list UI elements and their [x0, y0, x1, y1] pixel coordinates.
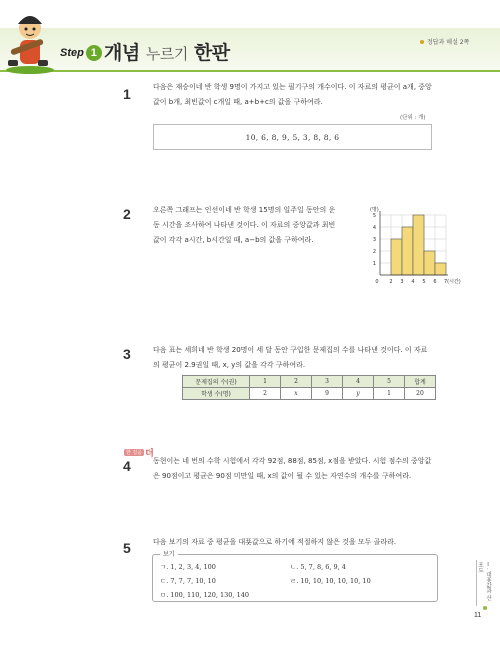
title-part2: 누르기	[145, 45, 188, 63]
page-title	[104, 38, 230, 65]
table-cell: 학생 수(명)	[183, 388, 250, 400]
histogram-bar	[413, 215, 424, 275]
y-tick-label: 4	[372, 225, 376, 231]
table-cell: 1	[374, 388, 405, 400]
challenge-tag-more: 더	[145, 449, 154, 459]
histogram-bar	[435, 263, 446, 275]
x-tick-label: 5	[422, 279, 426, 285]
question-1-text	[153, 80, 473, 110]
histogram-bar	[391, 239, 402, 275]
y-axis-label: (명)	[370, 207, 379, 213]
question-4-number: 4	[123, 458, 131, 474]
page-dot-icon	[483, 606, 487, 610]
bogi-item: ㄷ. 7, 7, 7, 10, 10	[160, 577, 216, 585]
step-number: 1	[86, 45, 102, 61]
table-cell: 9	[312, 388, 343, 400]
question-2-line3: 값이 각각 a시간, b시간일 때, a−b의 값을 구하여라.	[153, 236, 314, 244]
y-tick-label: 2	[372, 249, 376, 255]
y-tick-label: 1	[372, 261, 376, 267]
challenge-tag-box: 한 걸음	[126, 450, 143, 456]
question-5-number: 5	[123, 540, 131, 556]
answer-ref-text: 정답과 해설 2쪽	[427, 39, 470, 46]
question-2-text	[153, 203, 363, 248]
table-header-cell: 1	[250, 376, 281, 388]
table-cell: 2	[250, 388, 281, 400]
y-tick-label: 3	[372, 237, 376, 243]
mascot-illustration	[0, 4, 58, 74]
question-1-data: 10, 6, 8, 9, 5, 3, 8, 8, 6	[245, 132, 340, 142]
question-3-number: 3	[123, 346, 131, 362]
x-tick-label: 3	[400, 279, 404, 285]
bogi-item: ㄱ. 1, 2, 3, 4, 100	[160, 563, 216, 571]
question-3-table-wrap	[182, 375, 436, 400]
title-part1: 개념	[104, 42, 140, 64]
table-cell: 20	[405, 388, 436, 400]
table-header-cell: 합계	[405, 376, 436, 388]
chart-bars	[391, 215, 446, 275]
table-cell: x	[281, 388, 312, 400]
bullet-dot-icon	[420, 40, 424, 44]
step-badge	[60, 44, 102, 62]
question-1-data-box	[153, 124, 432, 150]
x-tick-label: 7(시간)	[444, 279, 461, 285]
bogi-item: ㅁ. 100, 110, 120, 130, 140	[160, 591, 249, 599]
title-part3: 한판	[193, 42, 230, 64]
bogi-label: 보기	[160, 549, 178, 558]
x-tick-label: 6	[433, 279, 437, 285]
y-tick-label: 5	[372, 213, 376, 219]
page-number: 11	[474, 612, 482, 619]
x-tick-label: 0	[375, 279, 379, 285]
frequency-table	[182, 375, 436, 400]
question-1-line2: 값이 b개, 최빈값이 c개일 때, a+b+c의 값을 구하여라.	[153, 98, 323, 106]
table-header-row	[183, 376, 436, 388]
bogi-item: ㄴ. 5, 7, 8, 6, 9, 4	[290, 563, 346, 571]
x-tick-label: 2	[389, 279, 393, 285]
histogram-bar	[424, 251, 435, 275]
exercise-time-histogram	[366, 205, 461, 287]
table-header-cell: 2	[281, 376, 312, 388]
question-4-line1: 동현이는 네 번의 수학 시험에서 각각 92점, 88점, 85점, x점을 받았다. 시험 점수의 중앙값	[153, 457, 432, 465]
table-header-cell: 문제집의 수(권)	[183, 376, 250, 388]
answer-reference	[420, 37, 469, 46]
question-4-text	[153, 454, 473, 484]
table-header-cell: 4	[343, 376, 374, 388]
question-3-text	[153, 343, 473, 373]
question-1-line1: 다음은 재승이네 반 학생 9명이 가지고 있는 필기구의 개수이다. 이 자료의 평균이 a개, 중앙	[153, 83, 432, 91]
header-rule	[0, 70, 500, 72]
chapter-side-tab: Ⅰ. 대푯값과 산포도	[476, 560, 491, 606]
question-2-line2: 동 시간을 조사하여 나타낸 것이다. 이 자료의 중앙값과 최빈	[153, 221, 336, 229]
question-4-line2: 은 90점이고 평균은 90점 미만일 때, x의 값이 될 수 있는 자연수의 개수를 구하여라.	[153, 472, 412, 480]
table-header-cell: 5	[374, 376, 405, 388]
table-cell: y	[343, 388, 374, 400]
question-5-text: 다음 보기의 자료 중 평균을 대푯값으로 하기에 적절하지 않은 것을 모두 골라라.	[153, 538, 397, 546]
histogram-bar	[402, 227, 413, 275]
question-2-number: 2	[123, 206, 131, 222]
question-3-line2: 의 평균이 2.9권일 때, x, y의 값을 각각 구하여라.	[153, 361, 306, 369]
step-label: Step	[60, 47, 84, 59]
question-3-line1: 다음 표는 세희네 반 학생 20명이 세 달 동안 구입한 문제집의 수를 나타낸 것이다. 이 자료	[153, 346, 428, 354]
question-2-line1: 오른쪽 그래프는 인선이네 반 학생 15명의 일주일 동안의 운	[153, 206, 336, 214]
bogi-item: ㄹ. 10, 10, 10, 10, 10, 10	[290, 577, 371, 585]
question-1-unit: (단위 : 개)	[400, 115, 426, 121]
x-tick-label: 4	[411, 279, 415, 285]
question-1-number: 1	[123, 86, 131, 102]
table-row	[183, 388, 436, 400]
table-header-cell: 3	[312, 376, 343, 388]
